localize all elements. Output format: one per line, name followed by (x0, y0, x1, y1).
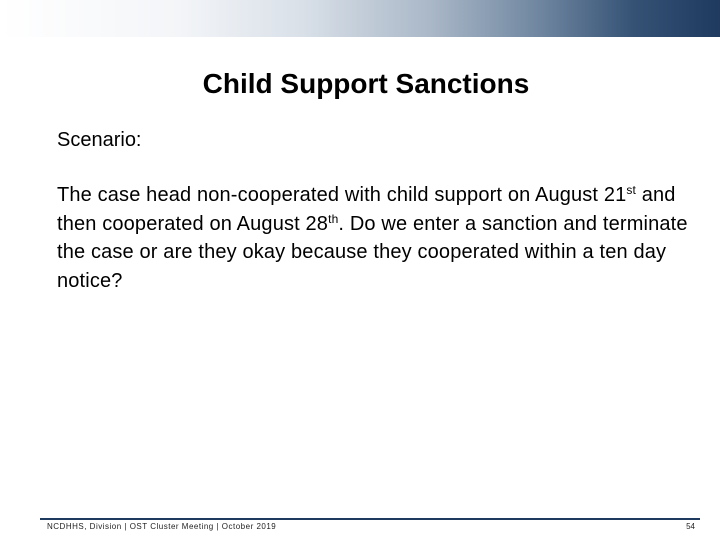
slide-title: Child Support Sanctions (202, 68, 530, 99)
footer-divider (40, 518, 700, 520)
body-text-part-3: . Do we enter a sanction and terminate the case or are they okay because they cooperated within a ten day notice? (57, 212, 688, 292)
ordinal-suffix-st: st (626, 183, 637, 197)
scenario-body-text (57, 181, 697, 295)
footer-text: NCDHHS, Division | OST Cluster Meeting | October 2019 (47, 522, 277, 531)
body-text-part-1: The case head non-cooperated with child support on August 21 (57, 184, 627, 206)
page-number: 54 (686, 522, 695, 531)
header-gradient-band (0, 0, 720, 37)
scenario-label: Scenario: (57, 129, 142, 151)
body-text-part-2: and then cooperated on August 28 (57, 184, 676, 235)
ordinal-suffix-th: th (328, 211, 339, 226)
